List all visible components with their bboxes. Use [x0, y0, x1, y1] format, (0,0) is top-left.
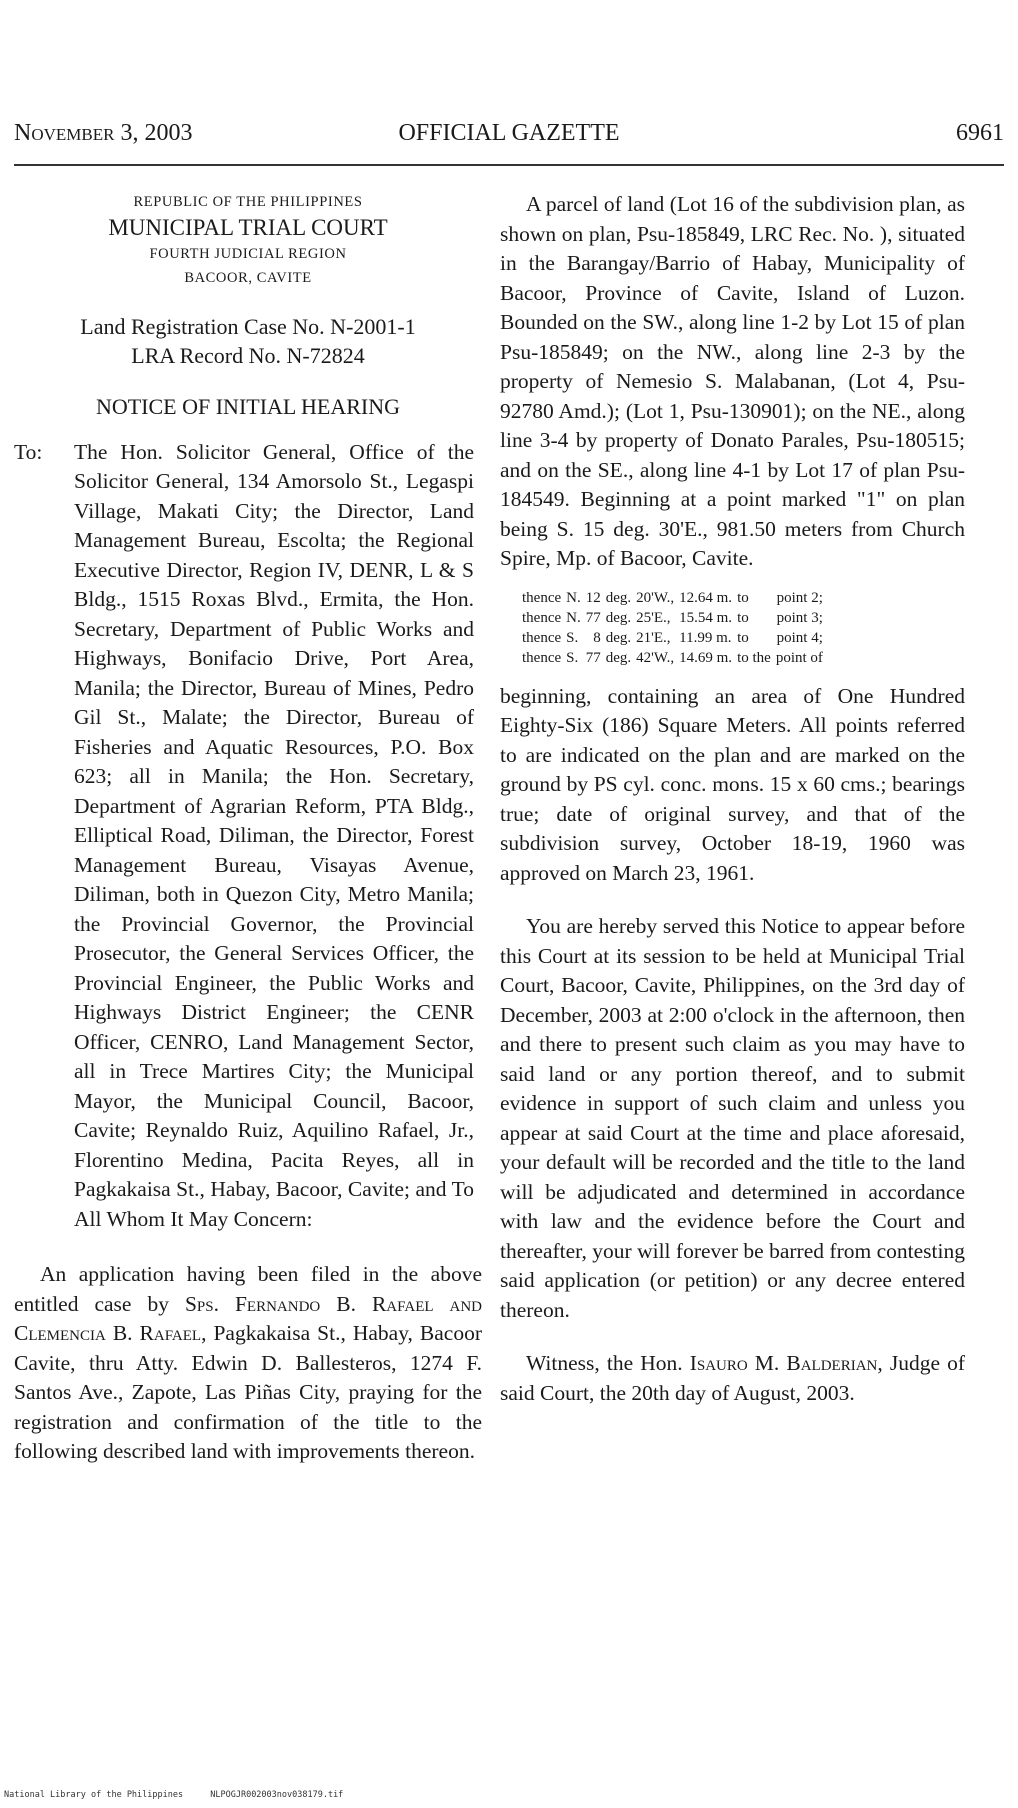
boundary-cell-deg: 12: [585, 589, 601, 606]
application-text-2: , Pagkakaisa St., Habay, Bacoor Cavite, thru Atty. Edwin D. Ballesteros, 1274 F. Santos Ave., Zapote, Las Piñas City, praying for the registration and confirmation of the title to the following described land with improvements thereon.: [14, 1321, 483, 1463]
header-rule: [14, 164, 1004, 166]
boundary-cell-unit: deg.: [605, 589, 632, 606]
boundary-cell-angle: 25'E.,: [636, 609, 671, 626]
judge-name: Isauro M. Balderian: [689, 1351, 878, 1375]
boundary-cell-word: thence: [522, 609, 562, 626]
boundary-cell-to: to: [737, 589, 749, 606]
addressee-list: The Hon. Solicitor General, Office of the Solicitor General, 134 Amorsolo St., Legaspi Village, Makati City; the Director, Land Management Bureau, Escolta; the Regional Executive Director, Region IV, DENR, L & S Bldg., 1515 Roxas Blvd., Ermita, the Hon. Secretary, Department of Public Works and Highways, Bonifacio Drive, Port Area, Manila; the Director, Bureau of Mines, Pedro Gil St., Malate; the Director, Bureau of Fisheries and Aquatic Resources, P.O. Box 623; all in Manila; the Hon. Secretary, Department of Agrarian Reform, PTA Bldg., Elliptical Road, Diliman, the Director, Forest Management Bureau, Visayas Avenue, Diliman, both in Quezon City, Metro Manila; the Provincial Governor, the Provincial Prosecutor, the General Services Officer, the Provincial Engineer, the Public Works and Highways District Engineer; the CENR Officer, CENRO, Land Management Sector, all in Trece Martires City; the Municipal Mayor, the Municipal Council, Bacoor, Cavite; Reynaldo Ruiz, Aquilino Rafael, Jr., Florentino Medina, Pacita Reyes, all in Pagkakaisa St., Habay, Bacoor, Cavite; and To All Whom It May Concern:: [74, 439, 474, 1231]
witness-text-2: , Judge of said Court, the 20th day of August, 2003.: [500, 1351, 966, 1405]
boundary-cell-unit: deg.: [605, 629, 632, 646]
boundary-cell-dist: 14.69 m.: [679, 649, 733, 666]
court-name: MUNICIPAL TRIAL COURT: [108, 215, 388, 240]
boundary-cell-dist: 15.54 m.: [679, 609, 733, 626]
witness-paragraph: [500, 1349, 965, 1408]
boundary-row: [522, 628, 828, 648]
to-label: To:: [14, 439, 43, 464]
judicial-region: FOURTH JUDICIAL REGION: [149, 246, 347, 262]
boundary-row: [522, 608, 828, 628]
boundary-table: [522, 588, 828, 668]
boundary-cell-word: thence: [522, 649, 562, 666]
boundary-cell-unit: deg.: [605, 609, 632, 626]
boundary-cell-dir1: S.: [566, 649, 579, 666]
boundary-cell-dir1: N.: [566, 609, 581, 626]
boundary-cell-angle: 21'E.,: [636, 629, 671, 646]
boundary-cell-dir1: N.: [566, 589, 581, 606]
boundary-cell-dist: 12.64 m.: [679, 589, 733, 606]
lra-record: LRA Record No. N-72824: [131, 343, 365, 368]
boundary-cell-point: point 2;: [776, 589, 823, 606]
application-text-1: An application having been filed in the above entitled case by: [14, 1262, 482, 1316]
boundary-cell-to: to the: [737, 649, 771, 666]
boundary-cell-word: thence: [522, 589, 562, 606]
republic-heading: REPUBLIC OF THE PHILIPPINES: [133, 194, 363, 210]
boundary-cell-point: point of: [775, 649, 823, 666]
notice-title: NOTICE OF INITIAL HEARING: [95, 394, 401, 419]
library-credit: National Library of the Philippines: [4, 1790, 184, 1800]
parcel-description: A parcel of land (Lot 16 of the subdivision plan, as shown on plan, Psu-185849, LRC Rec. No. ), situated in the Barangay/Barrio of Habay, Municipality of Bacoor, Province of Cavite, Island of Luzon. Bounded on the SW., along line 1-2 by Lot 15 of plan Psu-185849; on the NW., along line 2-3 by the property of Nemesio S. Malabanan, (Lot 4, Psu-92780 Amd.); (Lot 1, Psu-130901); on the NE., along line 3-4 by property of Donato Parales, Psu-180515; and on the SE., along line 4-1 by Lot 17 of plan Psu-184549. Beginning at a point marked "1" on plan being S. 15 deg. 30'E., 981.50 meters from Church Spire, Mp. of Bacoor, Cavite.: [500, 192, 965, 570]
addressee-block: [14, 438, 482, 1235]
left-column: [14, 190, 482, 1467]
boundary-cell-deg: 77: [585, 609, 601, 626]
boundary-cell-point: point 3;: [776, 609, 823, 626]
publication-title: OFFICIAL GAZETTE: [398, 120, 620, 146]
boundary-cell-deg: 8: [593, 629, 601, 646]
scan-filename: NLPOGJR002003nov038179.tif: [210, 1790, 344, 1800]
area-paragraph: beginning, containing an area of One Hundred Eighty-Six (186) Square Meters. All points referred to are indicated on the plan and are marked on the ground by PS cyl. conc. mons. 15 x 60 cms.; bearings true; date of original survey, and that of the subdivision survey, October 18-19, 1960 was approved on March 23, 1961.: [500, 683, 965, 885]
boundary-cell-angle: 42'W.,: [636, 649, 675, 666]
boundary-cell-angle: 20'W.,: [636, 589, 675, 606]
boundary-cell-unit: deg.: [605, 649, 632, 666]
court-location: BACOOR, CAVITE: [184, 270, 312, 286]
page-number: 6961: [956, 120, 1004, 146]
boundary-cell-to: to: [737, 629, 749, 646]
boundary-cell-deg: 77: [585, 649, 601, 666]
issue-date: November 3, 2003: [14, 120, 193, 146]
applicant-names: Sps. Fernando B. Rafael and Clemencia B. Rafael: [14, 1291, 483, 1345]
page-header: [14, 120, 1004, 160]
boundary-cell-to: to: [737, 609, 749, 626]
boundary-row: [522, 648, 828, 668]
boundary-cell-point: point 4;: [776, 629, 823, 646]
scan-footer: [4, 1790, 365, 1800]
right-column: [500, 190, 965, 1408]
boundary-cell-word: thence: [522, 629, 562, 646]
boundary-row: [522, 588, 828, 608]
case-number: Land Registration Case No. N-2001-1: [80, 314, 416, 339]
boundary-cell-dist: 11.99 m.: [679, 629, 732, 646]
boundary-cell-dir1: S.: [566, 629, 579, 646]
witness-text-1: Witness, the Hon.: [526, 1351, 683, 1375]
served-notice-paragraph: You are hereby served this Notice to appear before this Court at its session to be held at Municipal Trial Court, Bacoor, Cavite, Philippines, on the 3rd day of December, 2003 at 2:00 o'clock in the afternoon, then and there to present such claim as you may have to said land or any portion thereof, and to submit evidence in support of such claim and unless you appear at said Court at the time and place aforesaid, your default will be recorded and the title to the land will be adjudicated and determined in accordance with law and the evidence before the Court and thereafter, your will forever be barred from contesting said application (or petition) or any decree entered thereon.: [500, 914, 965, 1322]
application-paragraph: [14, 1260, 482, 1467]
